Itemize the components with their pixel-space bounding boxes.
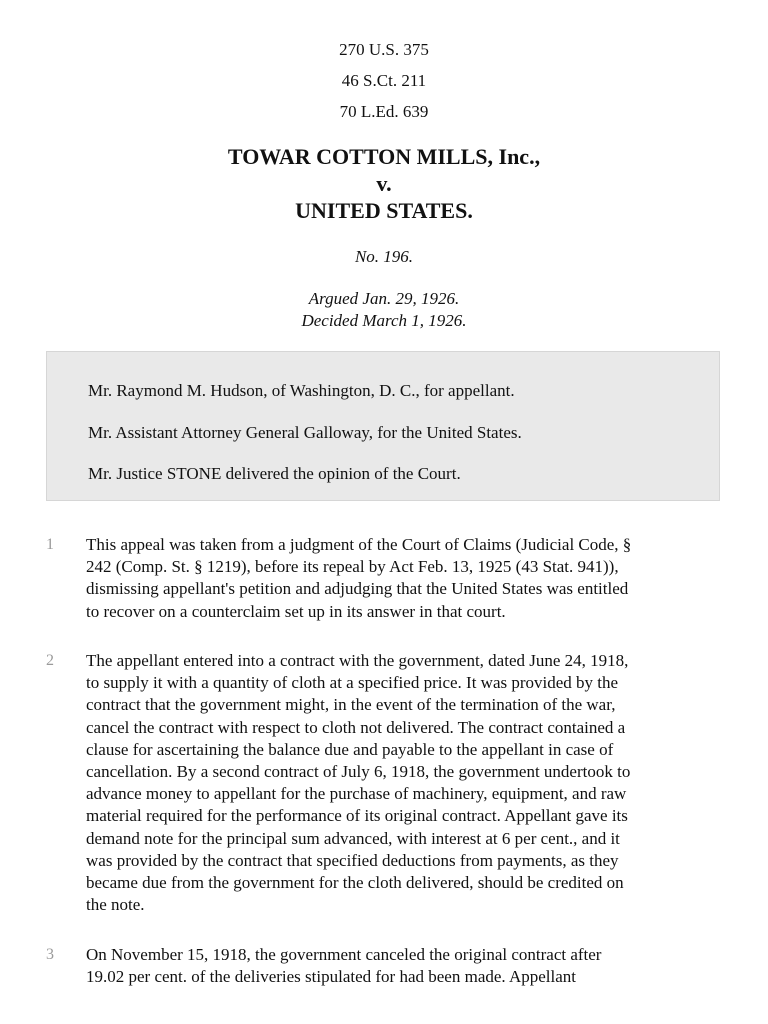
docket-number: No. 196. [354,247,414,266]
paragraph-line: material required for the performance of its original contract. Appellant gave its [86,806,628,826]
paragraph-line: The appellant entered into a contract with the government, dated June 24, 1918, [86,651,629,670]
paragraph-line: This appeal was taken from a judgment of the Court of Claims (Judicial Code, § [86,535,632,554]
paragraph-number: 2 [46,652,54,669]
paragraph-text [86,534,726,623]
paragraph-line: was provided by the contract that specified deductions from payments, as they [86,850,619,870]
case-dates [0,288,768,332]
paragraph-line: dismissing appellant's petition and adjudging that the United States was entitled [86,579,629,599]
paragraph-line: advance money to appellant for the purchase of machinery, equipment, and raw [86,784,627,804]
paragraph-line: demand note for the principal sum advanced, with interest at 6 per cent., and it [86,828,620,848]
citation-lawyers-edition: 70 L.Ed. 639 [339,102,429,121]
paragraph-text [86,650,726,916]
paragraph-line: On November 15, 1918, the government canceled the original contract after [86,945,602,964]
opinion-author: Mr. Justice STONE delivered the opinion of the Court. [88,464,461,483]
paragraph-line: clause for ascertaining the balance due and payable to the appellant in case of [86,739,614,759]
paragraph-line: to supply it with a quantity of cloth at a specified price. It was provided by the [86,673,619,693]
citations [0,34,768,127]
paragraph-line: contract that the government might, in the event of the termination of the war, [86,695,616,715]
case-title-appellant: TOWAR COTTON MILLS, Inc., [227,144,541,169]
counsel-appellee: Mr. Assistant Attorney General Galloway, for the United States. [88,423,522,442]
citation-us-reports: 270 U.S. 375 [339,40,429,59]
paragraph-line: the note. [86,895,145,915]
decided-date: Decided March 1, 1926. [301,311,467,330]
paragraph-line: 19.02 per cent. of the deliveries stipulated for had been made. Appellant [86,967,577,987]
citation-supreme-court-reporter: 46 S.Ct. 211 [341,71,427,90]
paragraph-number: 1 [46,536,54,553]
case-title-appellee: UNITED STATES. [295,198,473,223]
counsel-appellant: Mr. Raymond M. Hudson, of Washington, D. C., for appellant. [88,381,515,400]
paragraph-line: cancel the contract with respect to cloth not delivered. The contract contained a [86,717,626,737]
case-title-versus: v. [376,171,392,196]
paragraph-number: 3 [46,946,54,963]
argued-date: Argued Jan. 29, 1926. [308,289,460,308]
paragraph-line: cancellation. By a second contract of July 6, 1918, the government undertook to [86,762,631,782]
case-title [0,143,768,224]
paragraph-line: 242 (Comp. St. § 1219), before its repeal by Act Feb. 13, 1925 (43 Stat. 941)), [86,557,619,577]
counsel-box [46,351,720,501]
paragraph-line: to recover on a counterclaim set up in its answer in that court. [86,601,506,621]
paragraph-line: became due from the government for the cloth delivered, should be credited on [86,873,624,893]
paragraph-text [86,944,726,988]
